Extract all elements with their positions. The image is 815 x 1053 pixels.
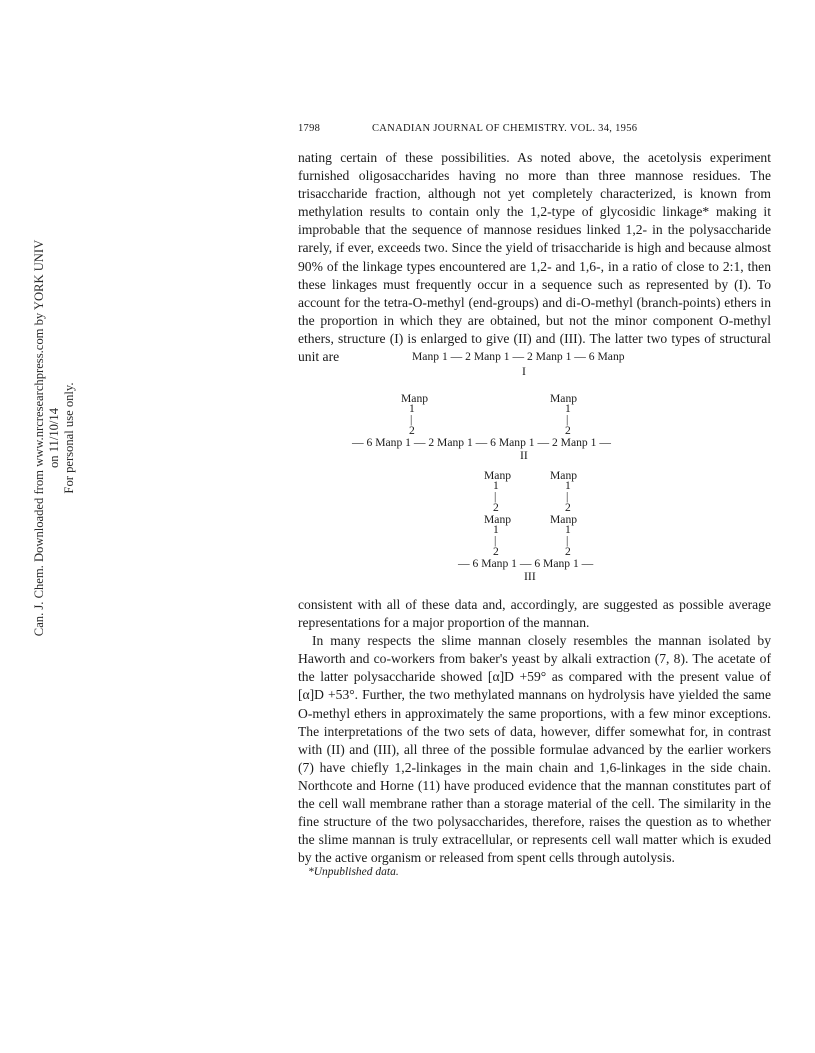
branch-residue: Manp [484, 469, 512, 482]
branch-residue: Manp [484, 513, 512, 526]
margin-note-source: Can. J. Chem. Downloaded from www.nrcresearchpress.com by YORK UNIV on 11/10/14 [32, 239, 61, 637]
structure-II-chain: — 6 Manp 1 — 2 Manp 1 — 6 Manp 1 — 2 Manp 1 — [352, 436, 611, 449]
page-number: 1798 [298, 123, 321, 134]
paragraph-main [298, 149, 771, 366]
footnote: *Unpublished data. [308, 866, 399, 878]
branch-residue: Manp [550, 469, 578, 482]
branch-residue: Manp [550, 513, 578, 526]
structure-II-label: II [520, 448, 528, 462]
structure-I-label: I [522, 364, 526, 378]
branch-bond: | [494, 490, 497, 503]
paragraph-3: In many respects the slime mannan closely resembles the mannan isolated by Haworth and co-workers from baker's yeast by alkali extraction (7, 8). The acetate of the latter polysaccharide showed [α]D +59° as compared with the present value of [α]D +53°. Further, the two methylated mannans on hydrolysis have yielded the same O-methyl ethers in approximately the same proportions, with a few minor exceptions. The interpretations of the two sets of data, however, differ somewhat for, in contrast with (II) and (III), all three of the possible formulae advanced by the earlier workers (7) have chiefly 1,2-linkages in the main chain and 1,6-linkages in the side chain. Northcote and Horne (11) have produced evidence that the mannan constitutes part of the cell wall membrane rather than a storage material of the cell. The similarity in the fine structure of the two polysaccharides, therefore, raises the question as to whether the slime mannan is truly extracellular, or represents cell wall matter which is exuded by the active organism or released from spent cells through autolysis. [298, 633, 771, 866]
running-head [298, 123, 771, 137]
branch-link-2: 2 [565, 501, 571, 514]
branch-link-1: 1 [493, 479, 499, 492]
branch-bond: | [410, 413, 413, 426]
margin-note-usage: For personal use only. [62, 382, 76, 494]
structure-III-label: III [524, 569, 536, 583]
branch-link-2: 2 [409, 424, 415, 437]
branch-bond: | [566, 534, 569, 547]
branch-bond: | [566, 413, 569, 426]
paragraph-discussion [298, 596, 771, 867]
branch-link-1: 1 [565, 479, 571, 492]
branch-residue: Manp [550, 392, 578, 405]
branch-link-2: 2 [493, 545, 499, 558]
branch-link-2: 2 [565, 424, 571, 437]
paragraph-2: consistent with all of these data and, accordingly, are suggested as possible average representations for a major proportion of the mannan. [298, 597, 771, 631]
branch-link-1: 1 [409, 402, 415, 415]
branch-link-2: 2 [565, 545, 571, 558]
journal-title: CANADIAN JOURNAL OF CHEMISTRY. VOL. 34, 1956 [372, 123, 638, 134]
structure-III-chain: — 6 Manp 1 — 6 Manp 1 — [458, 557, 594, 570]
branch-bond: | [566, 490, 569, 503]
structure-I-chain: Manp 1 — 2 Manp 1 — 2 Manp 1 — 6 Manp [412, 350, 625, 363]
branch-link-1: 1 [565, 523, 571, 536]
branch-link-2: 2 [493, 501, 499, 514]
branch-link-1: 1 [493, 523, 499, 536]
branch-bond: | [494, 534, 497, 547]
download-margin-note [2, 238, 76, 638]
paragraph-1: nating certain of these possibilities. As noted above, the acetolysis experiment furnished oligosaccharides having no more than three mannose residues. The trisaccharide fraction, although not yet completely characterized, is known from methylation results to contain only the 1,2-type of glycosidic linkage* making it improbable that the sequence of mannose residues linked 1,2- in the polysaccharide rarely, if ever, exceeds two. Since the yield of trisaccharide is high and because almost 90% of the linkage types encountered are 1,2- and 1,6-, in a ratio of close to 2:1, then these linkages must frequently occur in a sequence such as represented by (I). To account for the tetra-O-methyl (end-groups) and di-O-methyl (branch-points) ethers in the proportion in which they are obtained, but not the minor component O-methyl ethers, structure (I) is enlarged to give (II) and (III). The latter two types of structural unit are [298, 150, 771, 365]
branch-link-1: 1 [565, 402, 571, 415]
branch-residue: Manp [401, 392, 429, 405]
